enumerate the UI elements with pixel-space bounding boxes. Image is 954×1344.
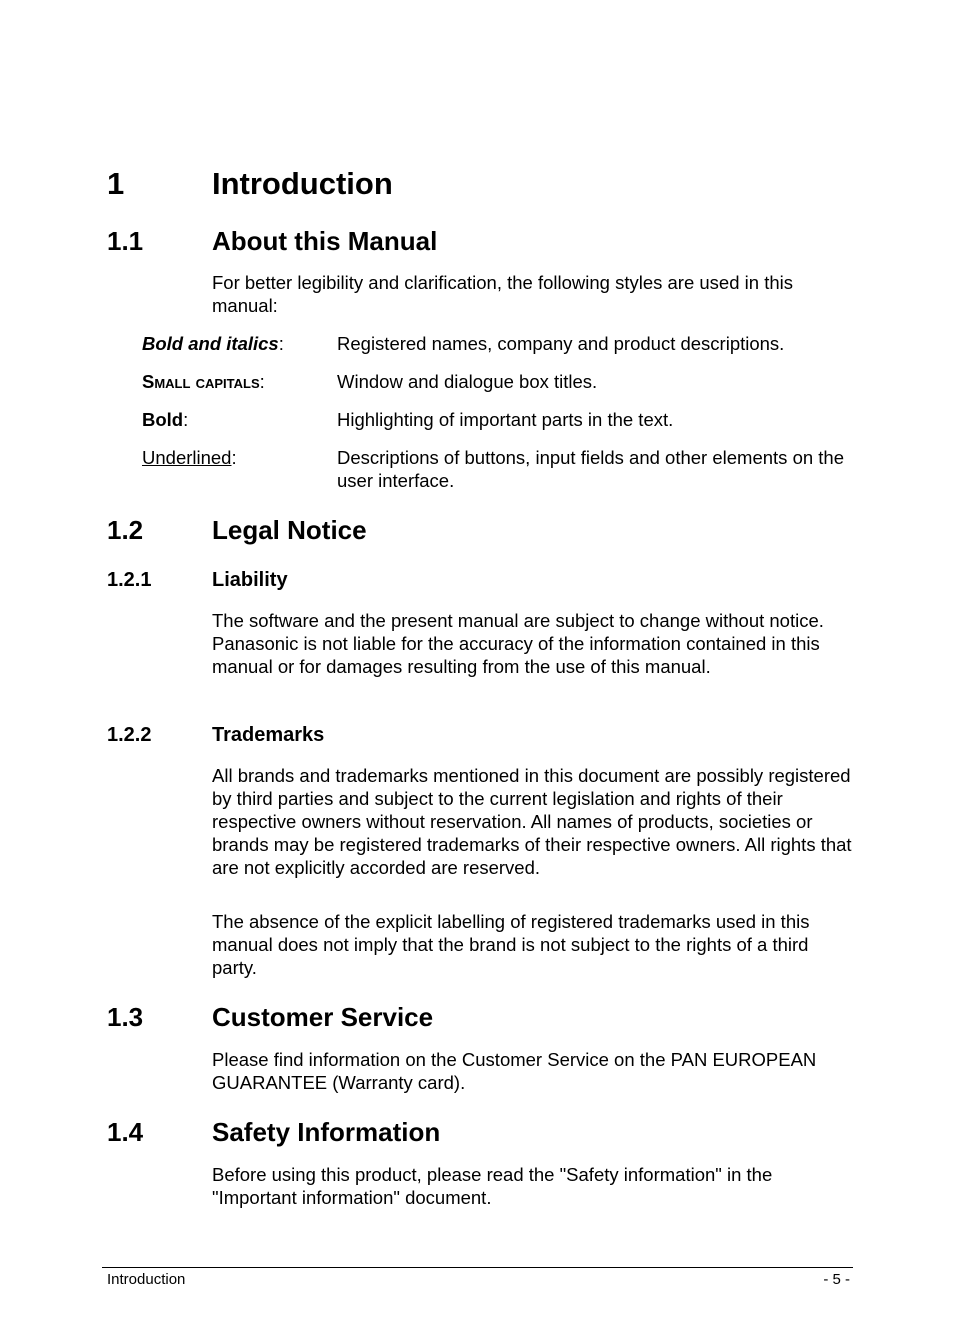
chapter-title: Introduction bbox=[212, 166, 393, 201]
trademarks-text-2: The absence of the explicit labelling of registered trademarks used in this manual does not imply that the brand is not subject to the rights of a third party. bbox=[212, 911, 810, 978]
style-term-underlined: Underlined: bbox=[142, 447, 237, 468]
style-desc-underlined: Descriptions of buttons, input fields and other elements on the user interface. bbox=[337, 447, 844, 491]
section-title-legal-notice: Legal Notice bbox=[212, 515, 367, 545]
section-number-1-4: 1.4 bbox=[107, 1117, 144, 1147]
style-desc-bold-italics: Registered names, company and product descriptions. bbox=[337, 333, 785, 354]
safety-information-text: Before using this product, please read the "Safety information" in the "Important information" document. bbox=[212, 1164, 773, 1208]
style-term-small-capitals: Small capitals: bbox=[142, 371, 265, 392]
about-manual-intro: For better legibility and clarification, the following styles are used in this manual: bbox=[212, 272, 793, 316]
style-desc-bold: Highlighting of important parts in the text. bbox=[337, 409, 674, 430]
trademarks-text-1: All brands and trademarks mentioned in this document are possibly registered by third parties and subject to the current legislation and rights of their respective owners without reservation. All names of products, societies or brands may be registered trademarks of their respective owners. All rights that are not explicitly accorded are reserved. bbox=[212, 765, 852, 878]
section-number-1-3: 1.3 bbox=[107, 1002, 144, 1032]
footer-divider bbox=[102, 1267, 853, 1268]
subsection-title-liability: Liability bbox=[212, 569, 288, 591]
section-number-1-1: 1.1 bbox=[107, 226, 144, 256]
footer-chapter-name: Introduction bbox=[107, 1271, 186, 1288]
section-title-about-manual: About this Manual bbox=[212, 226, 438, 256]
style-term-bold-italics: Bold and italics: bbox=[142, 333, 284, 354]
section-title-customer-service: Customer Service bbox=[212, 1002, 434, 1032]
subsection-number-1-2-1: 1.2.1 bbox=[107, 569, 152, 591]
section-number-1-2: 1.2 bbox=[107, 515, 144, 545]
footer-page-number: - 5 - bbox=[823, 1271, 850, 1288]
section-title-safety-information: Safety Information bbox=[212, 1117, 441, 1147]
chapter-number: 1 bbox=[107, 166, 125, 201]
subsection-title-trademarks: Trademarks bbox=[212, 724, 325, 746]
liability-text: The software and the present manual are subject to change without notice. Panasonic is not liable for the accuracy of the information contained in this manual or for damages resulting from the use of this manual. bbox=[212, 610, 824, 677]
customer-service-text: Please find information on the Customer Service on the PAN EUROPEAN GUARANTEE (Warranty card). bbox=[212, 1049, 817, 1093]
style-term-bold: Bold: bbox=[142, 409, 189, 430]
style-desc-small-capitals: Window and dialogue box titles. bbox=[337, 371, 598, 392]
subsection-number-1-2-2: 1.2.2 bbox=[107, 724, 152, 746]
